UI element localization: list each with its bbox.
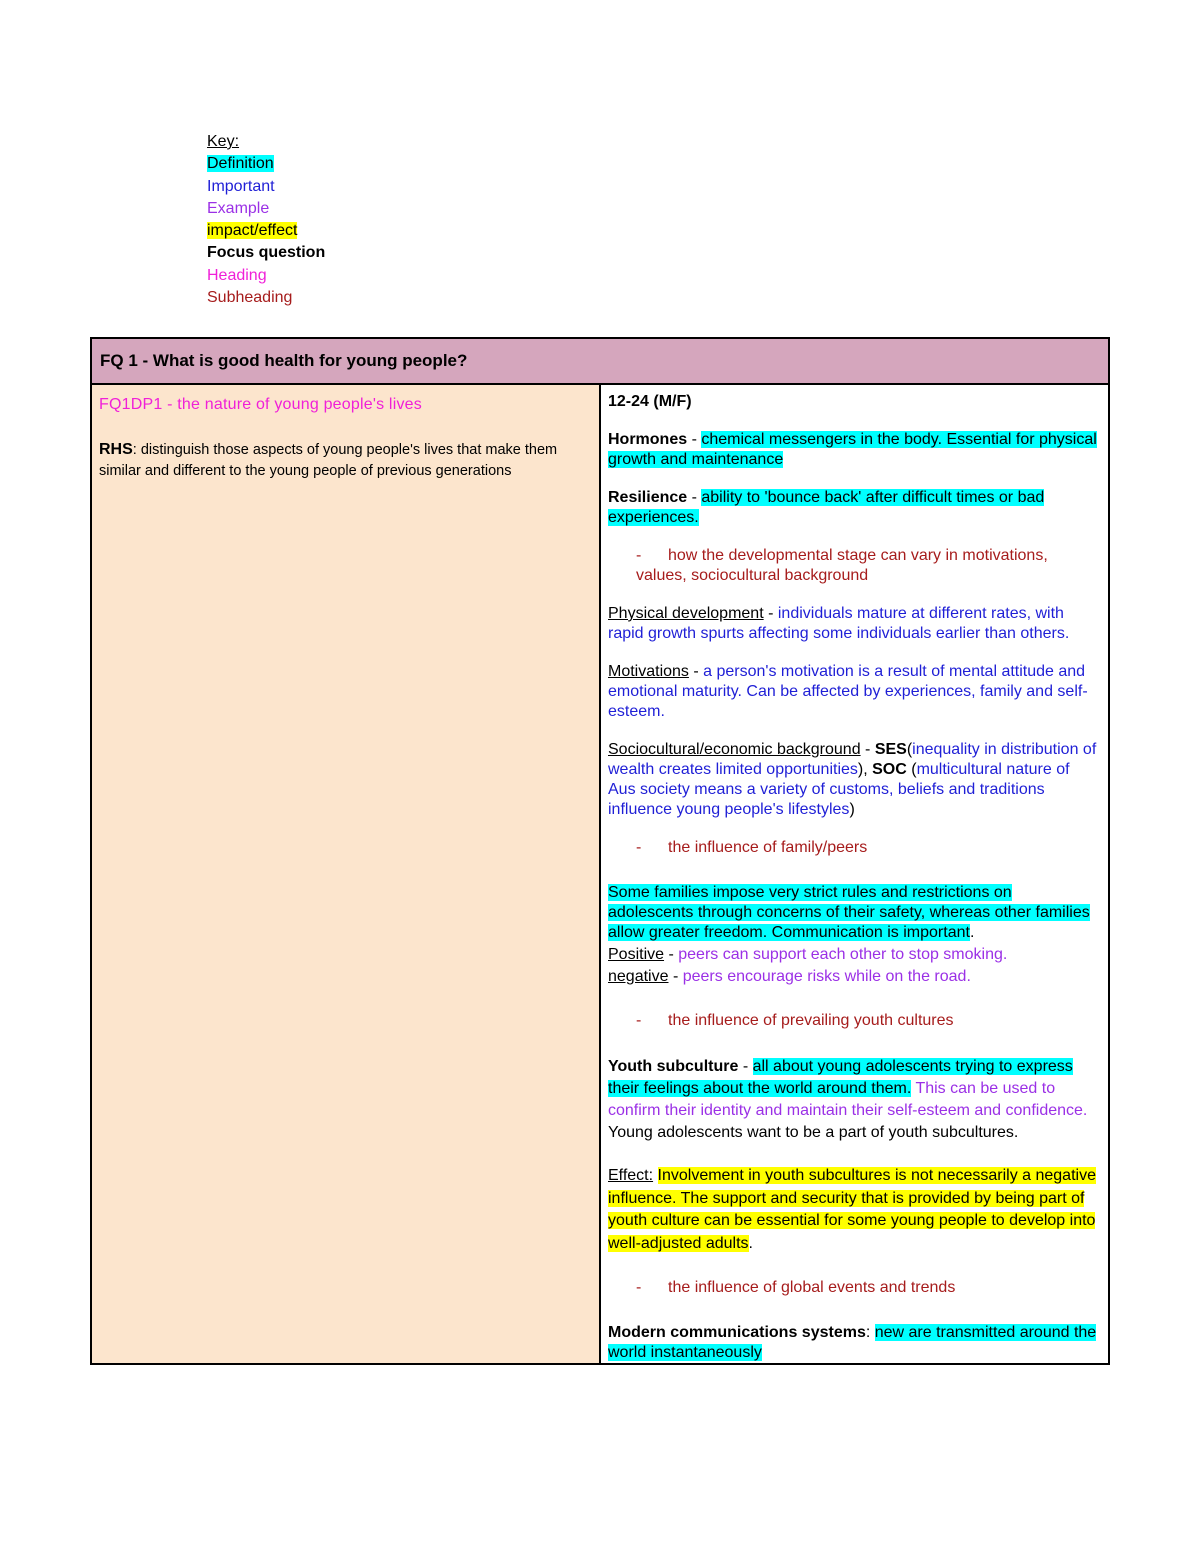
- families-text: Some families impose very strict rules and restrictions on adolescents through concerns of their safety, whereas other families allow greater freedom. Communication is important: [608, 884, 1090, 941]
- youth-subculture-row: Youth subculture - all about young adolescents trying to express their feelings about the world around them. This can be used to confirm their identity and maintain their self-esteem and confidence. Young adolescents want to be a part of youth subcultures.: [608, 1058, 1088, 1141]
- physical-development-row: Physical development - individuals mature at different rates, with rapid growth spurts affecting some individuals earlier than others.: [608, 605, 1070, 642]
- key-focus-question: Focus question: [207, 244, 326, 262]
- modern-term: Modern communications systems: [608, 1324, 866, 1341]
- key-title: Key:: [207, 133, 240, 150]
- effect-text: Involvement in youth subcultures is not necessarily a negative influence. The support and security that is provided by being part of youth culture can be essential for some young people to develop into well-adjusted adults: [608, 1167, 1096, 1252]
- subheading-3-text: the influence of prevailing youth cultures: [668, 1012, 954, 1029]
- hormones-row: Hormones - chemical messengers in the body. Essential for physical growth and maintenance: [608, 431, 1097, 468]
- subheading-2-text: the influence of family/peers: [668, 839, 868, 856]
- soc-text: multicultural nature of Aus society means a variety of customs, beliefs and traditions influence young people's lifestyles: [608, 761, 1070, 818]
- subheading-1: - how the developmental stage can vary in motivations, values, sociocultural background: [636, 547, 1048, 584]
- key-definition: Definition: [207, 155, 274, 173]
- focus-question-header: FQ 1 - What is good health for young people?: [91, 338, 1109, 384]
- sociocultural-row: Sociocultural/economic background - SES(inequality in distribution of wealth creates limited opportunities), SOC (multicultural nature of Aus society means a variety of customs, beliefs and traditions influence young people's lifestyles): [608, 741, 1097, 818]
- rhs-text: [99, 439, 593, 482]
- negative-row: negative - peers encourage risks while on the road.: [608, 968, 971, 985]
- youth-rest: Young adolescents want to be a part of youth subcultures.: [608, 1124, 1019, 1141]
- modern-definition: new are transmitted around the world instantaneously: [608, 1324, 1097, 1361]
- effect-row: Effect: Involvement in youth subcultures is not necessarily a negative influence. The support and security that is provided by being part of youth culture can be essential for some young people to develop into well-adjusted adults.: [608, 1167, 1096, 1252]
- key-example: Example: [207, 199, 270, 217]
- negative-label: negative: [608, 968, 669, 985]
- physdev-text: individuals mature at different rates, with rapid growth spurts affecting some individuals earlier than others.: [608, 605, 1070, 642]
- positive-text: peers can support each other to stop smoking.: [678, 946, 1008, 963]
- positive-row: Positive - peers can support each other to stop smoking.: [608, 946, 1008, 963]
- subheading-2: - the influence of family/peers: [636, 839, 868, 856]
- left-column: [91, 384, 600, 1364]
- key-heading: Heading: [207, 266, 267, 284]
- families-row: Some families impose very strict rules and restrictions on adolescents through concerns of their safety, whereas other families allow greater freedom. Communication is important.: [608, 884, 1090, 941]
- hormones-term: Hormones: [608, 431, 688, 448]
- ses-text: inequality in distribution of wealth creates limited opportunities: [608, 741, 1097, 778]
- key-important: Important: [207, 177, 275, 195]
- subheading-4-text: the influence of global events and trends: [668, 1279, 956, 1296]
- modern-communications-row: Modern communications systems: new are transmitted around the world instantaneously: [608, 1324, 1097, 1361]
- key-impact: impact/effect: [207, 222, 298, 240]
- notes-table: [90, 337, 1110, 1365]
- soc-label: SOC: [872, 761, 907, 778]
- right-column: [600, 384, 1109, 1364]
- hormones-definition: chemical messengers in the body. Essential for physical growth and maintenance: [608, 431, 1097, 468]
- positive-label: Positive: [608, 946, 665, 963]
- motivations-term: Motivations: [608, 663, 689, 680]
- rhs-description: : distinguish those aspects of young people's lives that make them similar and different to the young people of previous generations: [99, 442, 558, 480]
- key-subheading: Subheading: [207, 289, 293, 307]
- subheading-3: - the influence of prevailing youth cultures: [636, 1012, 954, 1029]
- resilience-term: Resilience: [608, 489, 688, 506]
- rhs-label: RHS: [99, 441, 133, 458]
- motivations-row: Motivations - a person's motivation is a result of mental attitude and emotional maturity. Can be affected by experiences, family and self-esteem.: [608, 663, 1088, 720]
- youth-definition: all about young adolescents trying to express their feelings about the world around them.: [608, 1058, 1073, 1097]
- dot-point-heading: FQ1DP1 - the nature of young people's lives: [99, 396, 422, 413]
- resilience-definition: ability to 'bounce back' after difficult times or bad experiences.: [608, 489, 1045, 526]
- socio-term: Sociocultural/economic background: [608, 741, 861, 758]
- effect-label: Effect:: [608, 1167, 654, 1184]
- subheading-1-text: how the developmental stage can vary in motivations, values, sociocultural background: [636, 547, 1048, 584]
- youth-term: Youth subculture: [608, 1058, 739, 1075]
- resilience-row: Resilience - ability to 'bounce back' after difficult times or bad experiences.: [608, 489, 1045, 526]
- subheading-4: - the influence of global events and trends: [636, 1279, 956, 1296]
- youth-example: This can be used to confirm their identity and maintain their self-esteem and confidence.: [608, 1080, 1088, 1119]
- motivations-text: a person's motivation is a result of mental attitude and emotional maturity. Can be affected by experiences, family and self-esteem.: [608, 663, 1088, 720]
- physdev-term: Physical development: [608, 605, 764, 622]
- negative-text: peers encourage risks while on the road.: [682, 968, 971, 985]
- age-range: 12-24 (M/F): [608, 393, 692, 410]
- ses-label: SES: [874, 741, 907, 758]
- key-legend: [207, 131, 325, 309]
